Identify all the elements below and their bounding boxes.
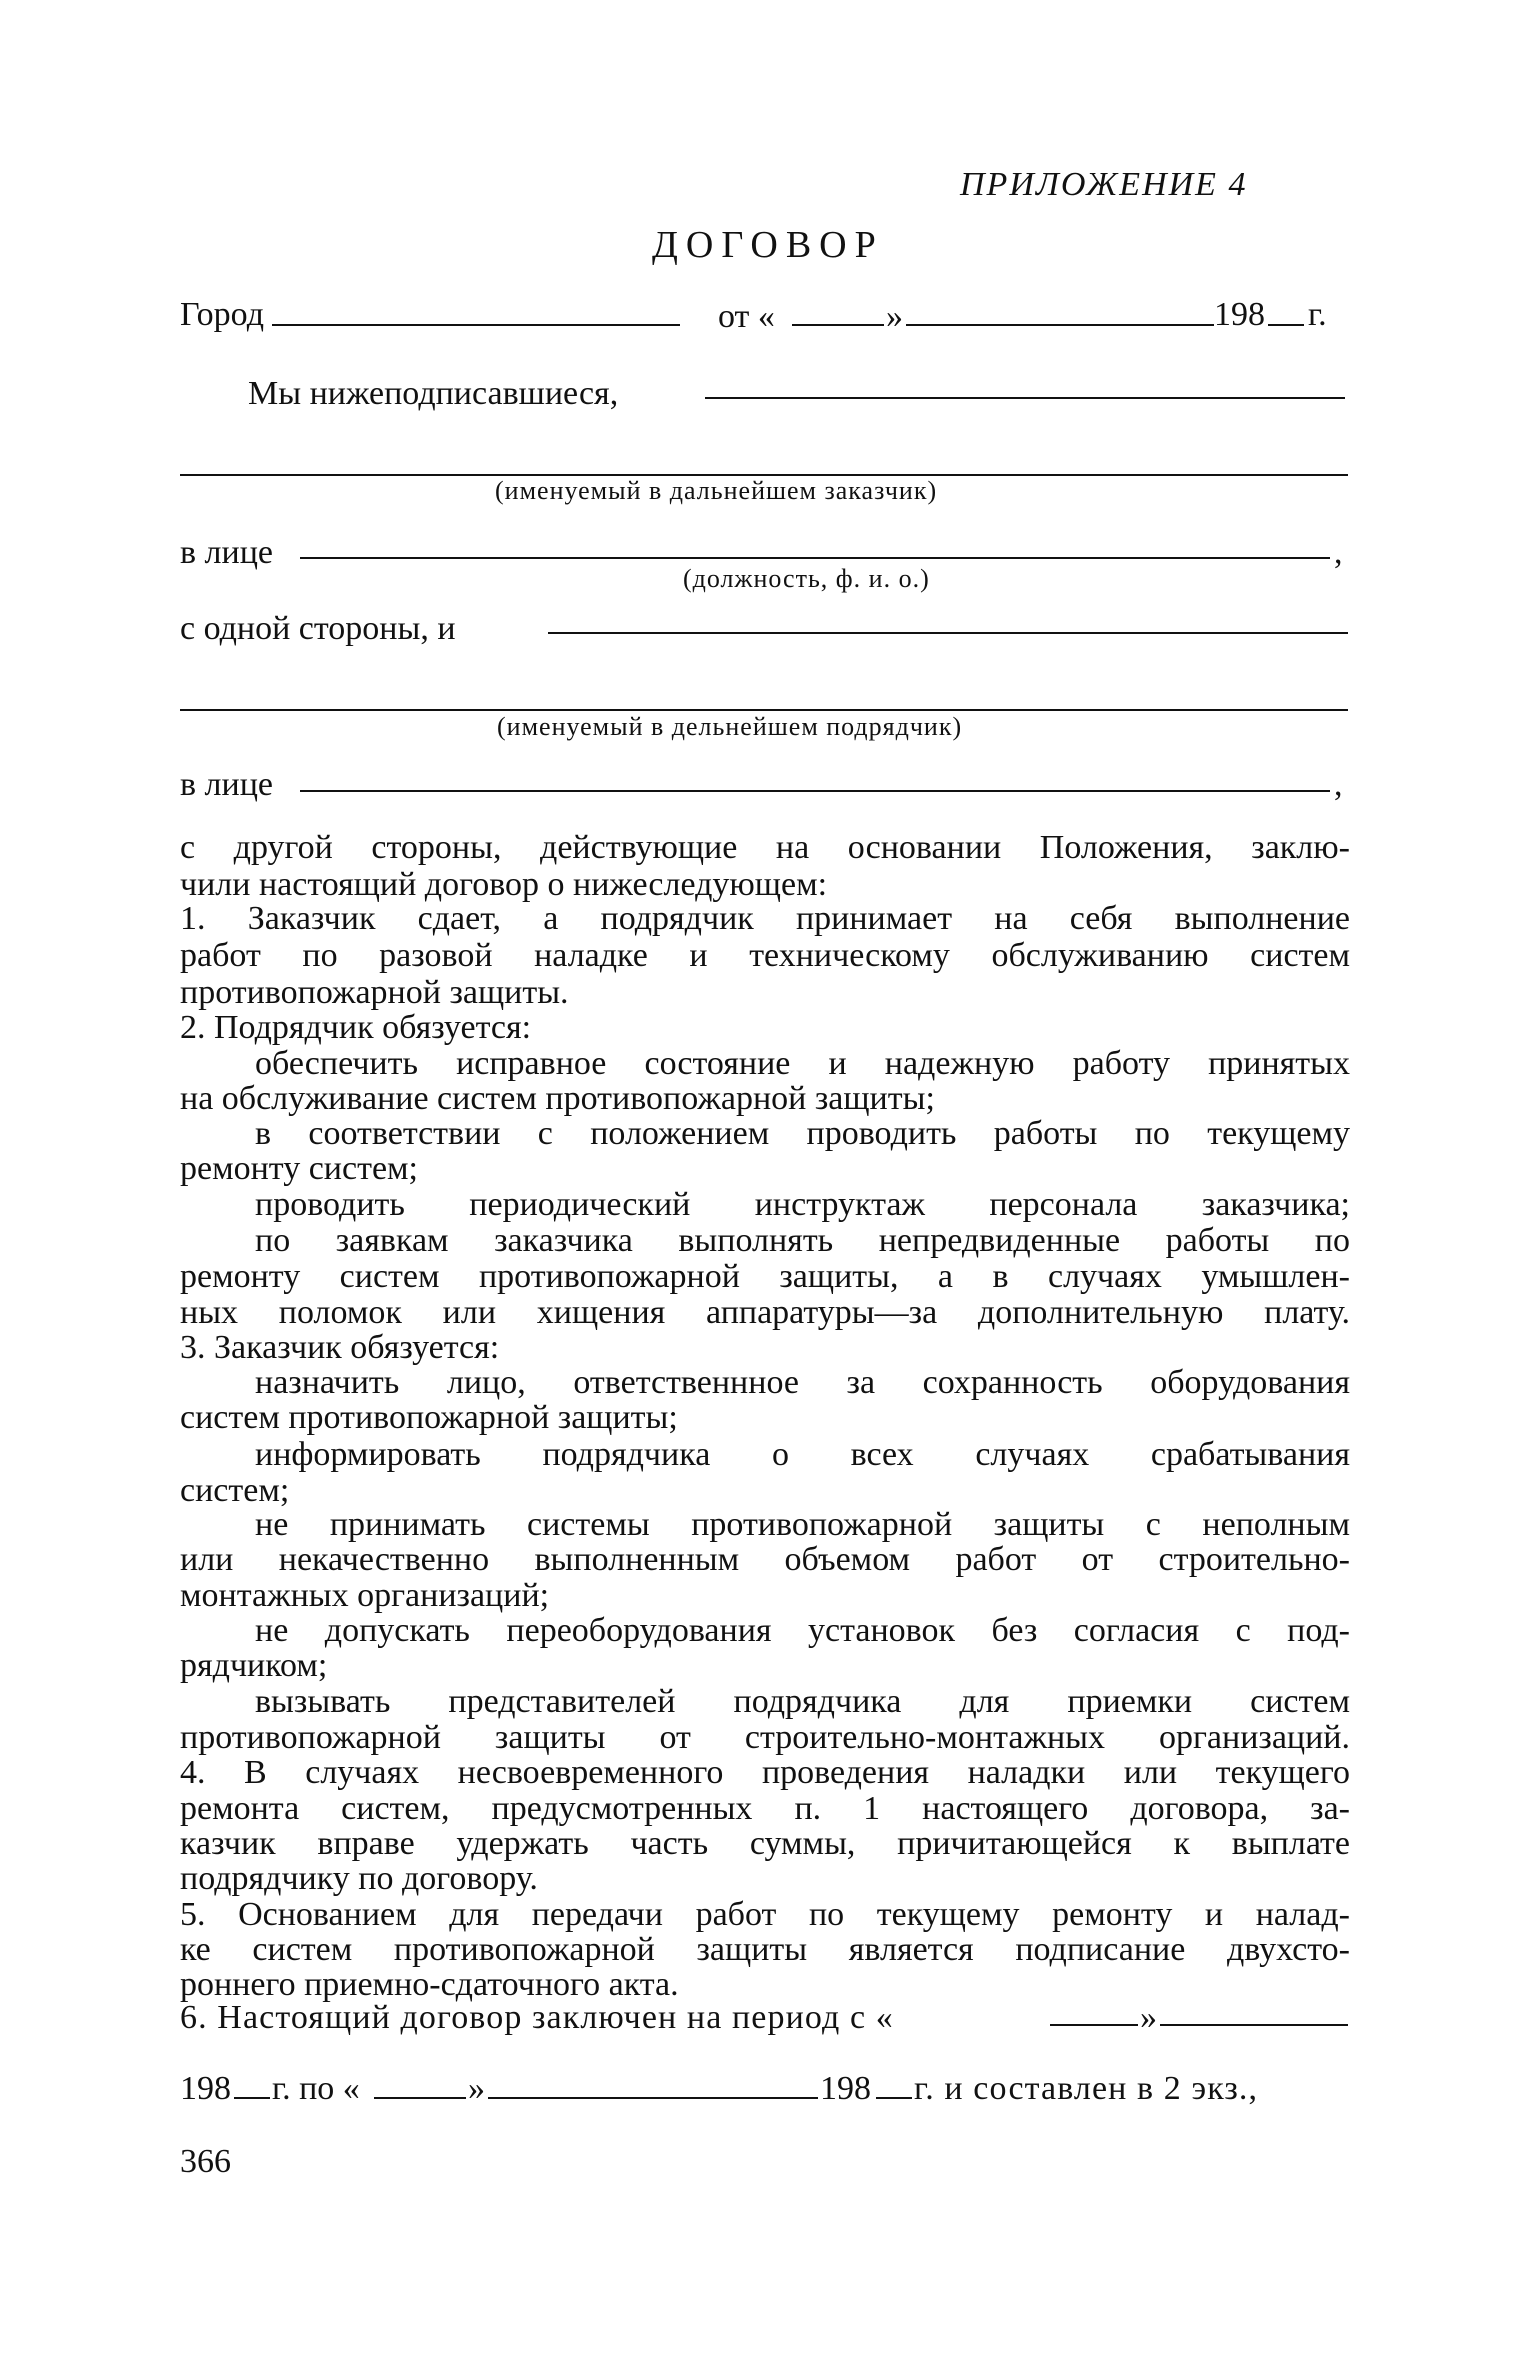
document-title: ДОГОВОР bbox=[652, 224, 884, 266]
body-line: 3. Заказчик обязуется: bbox=[180, 1329, 500, 1366]
contractor-blank bbox=[548, 632, 1348, 634]
representative-blank-1 bbox=[300, 557, 1330, 559]
position-caption: (должность, ф. и. о.) bbox=[683, 564, 930, 593]
in-person-label-1: в лице bbox=[180, 534, 274, 571]
city-label: Город bbox=[180, 296, 264, 333]
customer-caption: (именуемый в дальнейшем заказчик) bbox=[495, 476, 938, 505]
comma-2: , bbox=[1334, 766, 1343, 803]
term-day-blank-2 bbox=[374, 2097, 466, 2099]
in-person-label-2: в лице bbox=[180, 766, 274, 803]
appendix-label: ПРИЛОЖЕНИЕ 4 bbox=[960, 166, 1248, 203]
body-line: рядчиком; bbox=[180, 1647, 328, 1684]
year-prefix: 198 bbox=[1214, 296, 1265, 333]
body-line: ремонту систем; bbox=[180, 1150, 418, 1187]
body-line: чили настоящий договор о нижеследующем: bbox=[180, 866, 828, 903]
body-line: по заявкам заказчика выполнять непредвиденные работы по bbox=[255, 1222, 1350, 1259]
term-month-blank-1 bbox=[1160, 2024, 1348, 2026]
comma-1: , bbox=[1334, 534, 1343, 571]
body-line: ных поломок или хищения аппаратуры—за дополнительную плату. bbox=[180, 1294, 1350, 1331]
term-month-blank-2 bbox=[488, 2097, 818, 2099]
representative-blank-2 bbox=[300, 790, 1330, 792]
term-year-a: 198 bbox=[180, 2070, 231, 2107]
body-line: с другой стороны, действующие на основании Положения, заклю- bbox=[180, 829, 1350, 866]
body-line: на обслуживание систем противопожарной защиты; bbox=[180, 1080, 935, 1117]
body-line: ке систем противопожарной защиты является подписание двухсто- bbox=[180, 1931, 1350, 1968]
term-tail: г. и составлен в 2 экз., bbox=[914, 2070, 1259, 2107]
body-line: информировать подрядчика о всех случаях срабатывания bbox=[255, 1436, 1350, 1473]
body-line: не допускать переоборудования установок без согласия с под- bbox=[255, 1612, 1350, 1649]
body-line: вызывать представителей подрядчика для приемки систем bbox=[255, 1683, 1350, 1720]
body-line: или некачественно выполненным объемом работ от строительно- bbox=[180, 1541, 1350, 1578]
term-day-blank-1 bbox=[1050, 2024, 1138, 2026]
month-blank bbox=[906, 324, 1214, 326]
body-line: не принимать системы противопожарной защиты с неполным bbox=[255, 1506, 1350, 1543]
body-line: обеспечить исправное состояние и надежную работу принятых bbox=[255, 1045, 1350, 1082]
body-line: назначить лицо, ответственнное за сохранность оборудования bbox=[255, 1364, 1350, 1401]
term-year-b: 198 bbox=[820, 2070, 871, 2107]
body-line: работ по разовой наладке и техническому обслуживанию систем bbox=[180, 937, 1350, 974]
body-line: противопожарной защиты. bbox=[180, 974, 569, 1011]
body-line: 2. Подрядчик обязуется: bbox=[180, 1009, 532, 1046]
body-line: противопожарной защиты от строительно-монтажных организаций. bbox=[180, 1719, 1350, 1756]
body-line: казчик вправе удержать часть суммы, причитающейся к выплате bbox=[180, 1825, 1350, 1862]
contractor-caption: (именуемый в дельнейшем подрядчик) bbox=[497, 712, 963, 741]
body-line: систем противопожарной защиты; bbox=[180, 1399, 678, 1436]
date-quote-close: » bbox=[886, 298, 903, 335]
year-suffix: г. bbox=[1308, 296, 1327, 333]
body-line: 5. Основанием для передачи работ по текущему ремонту и налад- bbox=[180, 1896, 1350, 1933]
body-line: ремонта систем, предусмотренных п. 1 настоящего договора, за- bbox=[180, 1790, 1350, 1827]
body-line: подрядчику по договору. bbox=[180, 1860, 538, 1897]
term-year-blank-b bbox=[876, 2097, 912, 2099]
term-quote-close-2: » bbox=[468, 2070, 485, 2107]
year-blank bbox=[1268, 324, 1304, 326]
body-line: ремонту систем противопожарной защиты, а в случаях умышлен- bbox=[180, 1258, 1350, 1295]
term-quote-close-1: » bbox=[1140, 1999, 1157, 2036]
term-year-blank-a bbox=[234, 2097, 270, 2099]
body-line: 1. Заказчик сдает, а подрядчик принимает на себя выполнение bbox=[180, 900, 1350, 937]
body-line: 6. Настоящий договор заключен на период с « bbox=[180, 1999, 894, 2036]
body-line: систем; bbox=[180, 1472, 290, 1509]
day-blank bbox=[792, 324, 884, 326]
term-to-label: г. по « bbox=[272, 2070, 360, 2107]
signatories-blank bbox=[705, 397, 1345, 399]
one-side-label: с одной стороны, и bbox=[180, 610, 456, 647]
date-from-label: от « bbox=[718, 298, 775, 335]
body-line: 4. В случаях несвоевременного проведения наладки или текущего bbox=[180, 1754, 1350, 1791]
body-line: проводить периодический инструктаж персонала заказчика; bbox=[255, 1186, 1350, 1223]
body-line: в соответствии с положением проводить работы по текущему bbox=[255, 1115, 1350, 1152]
body-line: роннего приемно-сдаточного акта. bbox=[180, 1966, 679, 2003]
page-number: 366 bbox=[180, 2143, 231, 2180]
body-line: монтажных организаций; bbox=[180, 1577, 550, 1614]
signatories-label: Мы нижеподписавшиеся, bbox=[248, 375, 619, 412]
city-blank bbox=[272, 324, 680, 326]
contractor-name-blank bbox=[180, 709, 1348, 711]
